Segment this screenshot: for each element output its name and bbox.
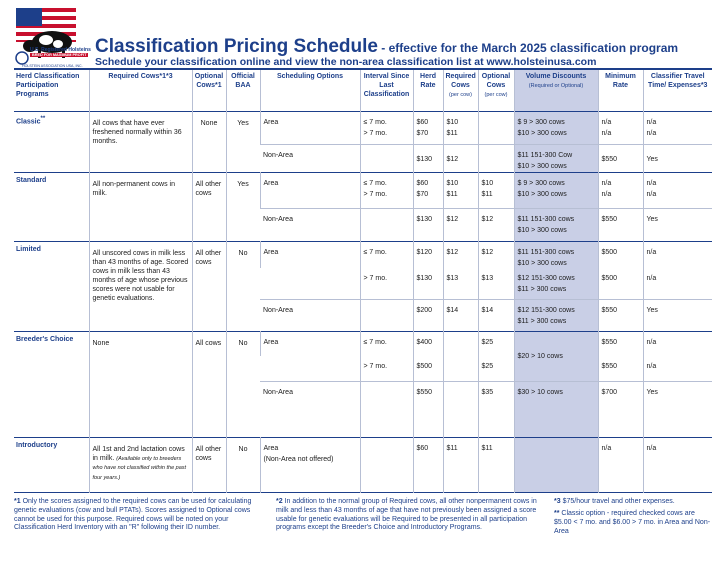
- volume-cell: [514, 332, 598, 382]
- herd-rate-2: $500: [416, 362, 433, 370]
- travel-cell: [643, 300, 712, 332]
- volume-cell: [514, 300, 598, 332]
- herd-rate-cell: [413, 332, 443, 356]
- req-cow-cell: [443, 332, 478, 356]
- herd-rate-cell: [413, 382, 443, 438]
- scheduling-area: [260, 332, 360, 356]
- col-interval: Interval Since Last Classification: [360, 69, 413, 111]
- scheduling-area-label: Area: [263, 248, 279, 256]
- opt-cow-1: $25: [481, 339, 494, 347]
- scheduling-area: [260, 111, 360, 144]
- footnote-2: [276, 498, 546, 533]
- volume-2b: $11 > 300 cows: [517, 285, 567, 293]
- footnote-1-mark: *1: [14, 498, 21, 505]
- interval-1: ≤ 7 mo.: [363, 118, 387, 126]
- min-rate-2: n/a: [601, 129, 612, 137]
- travel-1: n/a: [646, 445, 657, 453]
- travel-cell: [643, 144, 712, 172]
- title-suffix: - effective for the March 2025 classification program: [377, 41, 679, 55]
- travel-2: n/a: [646, 129, 657, 137]
- nonarea-req-cow: $12: [446, 215, 459, 223]
- program-name: Introductory: [16, 442, 58, 450]
- nonarea-min-rate: $550: [601, 215, 618, 223]
- volume-cell: [514, 208, 598, 241]
- min-rate-1: $550: [601, 339, 618, 347]
- logo-text: U.S. Registered Holsteins: [30, 47, 91, 53]
- nonarea-volume: $30 > 10 cows: [517, 389, 563, 397]
- program-limited: [14, 241, 712, 332]
- interval-cell: [360, 356, 413, 382]
- program-name-mark: **: [40, 115, 46, 122]
- nonarea-min-rate: $550: [601, 307, 618, 315]
- footnote-4-text: Classic option - required checked cows are $5.00 < 7 mo. and $6.00 > 7 mo. in Area and Non-Area: [554, 510, 711, 535]
- min-rate-cell: [598, 382, 643, 438]
- opt-cow-cell: [478, 111, 514, 144]
- nonarea-req-cow: $12: [446, 155, 459, 163]
- travel-cell: [643, 382, 712, 438]
- scheduling-area-cont: [260, 356, 360, 382]
- volume-cell: [514, 172, 598, 208]
- req-cow-2: $11: [446, 190, 458, 198]
- nonarea-volume-1: $12 151-300 cows: [517, 307, 575, 315]
- col-baa: Official BAA: [226, 69, 260, 111]
- interval-cell: [360, 300, 413, 332]
- nonarea-herd-rate: $550: [416, 389, 433, 397]
- col-req-cows: [443, 69, 478, 111]
- col-opt-cows-label: Optional Cows: [481, 73, 511, 89]
- nonarea-travel: Yes: [646, 155, 658, 163]
- page-subtitle: Schedule your classification online and view the non-area classification list at www.holsteinusa.com: [95, 56, 597, 68]
- opt-cow-2: $25: [481, 362, 494, 370]
- travel-1: n/a: [646, 118, 657, 126]
- min-rate-cell: [598, 268, 643, 300]
- herd-rate-cell: [413, 111, 443, 144]
- travel-cell: [643, 208, 712, 241]
- min-rate-1: n/a: [601, 118, 612, 126]
- nonarea-volume-1: $11 151-300 Cow: [517, 151, 573, 159]
- travel-cell: [643, 332, 712, 356]
- page-title: [95, 36, 678, 58]
- footnote-2-text: In addition to the normal group of Required cows, all other nonpermanent cows in milk and less than 43 months of age that have not previously been assigned a score usable for genetic evaluations will be Required to be presented in all participation programs except the Breeder's Choice and Introductory Programs.: [276, 498, 537, 532]
- footnote-3-text: $75/hour travel and other expenses.: [562, 498, 675, 505]
- scheduling-nonarea: [260, 382, 360, 438]
- title-main: Classification Pricing Schedule: [95, 36, 378, 57]
- herd-rate-2: $130: [416, 274, 433, 282]
- req-cow-1: $10: [446, 179, 459, 187]
- interval-cell: [360, 241, 413, 268]
- required-cows-text: All 1st and 2nd lactation cows in milk.: [92, 446, 185, 463]
- scheduling-nonarea-label: Non-Area: [263, 151, 293, 159]
- volume-2: $10 > 300 cows: [517, 190, 567, 198]
- herd-rate-1: $400: [416, 339, 433, 347]
- nonarea-herd-rate: $130: [416, 215, 433, 223]
- interval-cell: [360, 332, 413, 356]
- travel-2: n/a: [646, 274, 657, 282]
- travel-2: n/a: [646, 362, 657, 370]
- volume-cell: [514, 382, 598, 438]
- nonarea-travel: Yes: [646, 215, 658, 223]
- req-cow-cell: [443, 356, 478, 382]
- herd-rate-1: $60: [416, 445, 429, 453]
- nonarea-opt-cow: $12: [481, 215, 494, 223]
- req-cow-cell: [443, 111, 478, 144]
- program-introductory: [14, 438, 712, 493]
- interval-2: > 7 mo.: [363, 362, 388, 370]
- nonarea-herd-rate: $200: [416, 307, 433, 315]
- travel-cell: [643, 241, 712, 268]
- min-rate-cell: [598, 111, 643, 144]
- nonarea-volume-2: $10 > 300 cows: [517, 226, 567, 234]
- scheduling-area-note: (Non-Area not offered): [263, 456, 334, 464]
- footnote-4-mark: **: [554, 510, 560, 517]
- official-baa: Yes: [226, 111, 260, 172]
- col-opt-cows-sub: (per cow): [484, 91, 508, 98]
- min-rate-1: n/a: [601, 445, 612, 453]
- flag-cow-icon: [8, 6, 88, 72]
- scheduling-nonarea-label: Non-Area: [263, 389, 293, 397]
- col-min-rate: Minimum Rate: [598, 69, 643, 111]
- nonarea-travel: Yes: [646, 389, 658, 397]
- min-rate-1: $500: [601, 248, 618, 256]
- footnote-3: [554, 498, 714, 507]
- req-cow-1: $12: [446, 248, 459, 256]
- req-cow-cell: [443, 172, 478, 208]
- interval-cell: [360, 111, 413, 144]
- req-cow-cell: [443, 382, 478, 438]
- nonarea-opt-cow: $35: [481, 389, 494, 397]
- volume-2a: $12 151-300 cows: [517, 274, 575, 282]
- official-baa: No: [226, 332, 260, 438]
- volume-cell: [514, 144, 598, 172]
- nonarea-req-cow: $14: [446, 307, 459, 315]
- travel-2: n/a: [646, 190, 657, 198]
- opt-cow-1: $10: [481, 179, 494, 187]
- herd-rate-cell: [413, 356, 443, 382]
- program-name: Standard: [16, 176, 47, 184]
- footnote-3-mark: *3: [554, 498, 561, 505]
- required-cows: [89, 438, 192, 493]
- interval-cell: [360, 144, 413, 172]
- interval-2: > 7 mo.: [363, 129, 388, 137]
- col-volume-sub: (Required or Optional): [528, 82, 584, 89]
- travel-cell: [643, 111, 712, 144]
- program-standard: [14, 172, 712, 241]
- req-cow-2: $13: [446, 274, 459, 282]
- opt-cow-1: $11: [481, 445, 493, 453]
- min-rate-cell: [598, 332, 643, 356]
- min-rate-2: $550: [601, 362, 618, 370]
- optional-cows: All other cows: [192, 438, 226, 493]
- req-cow-2: $11: [446, 129, 458, 137]
- nonarea-opt-cow: $14: [481, 307, 494, 315]
- herd-rate-cell: [413, 268, 443, 300]
- official-baa: No: [226, 241, 260, 332]
- min-rate-cell: [598, 172, 643, 208]
- req-cow-1: $11: [446, 445, 458, 453]
- program-name: [14, 111, 89, 172]
- official-baa: No: [226, 438, 260, 493]
- required-cows: All unscored cows in milk less than 43 months of age. Scored cows in milk less than 43 months of age whose previous scores were not usable for genetic evaluations.: [89, 241, 192, 332]
- req-cow-cell: [443, 144, 478, 172]
- min-rate-cell: [598, 300, 643, 332]
- min-rate-2: n/a: [601, 190, 612, 198]
- nonarea-min-rate: $700: [601, 389, 618, 397]
- volume-cell: [514, 438, 598, 493]
- col-volume: [514, 69, 598, 111]
- nonarea-volume-2: $11 > 300 cows: [517, 318, 567, 326]
- min-rate-cell: [598, 208, 643, 241]
- holstein-logo: [8, 6, 91, 72]
- col-program: Herd Classification Participation Programs: [16, 73, 80, 98]
- required-cows: None: [89, 332, 192, 438]
- footnote-4: [554, 510, 714, 536]
- scheduling-area-cont: [260, 268, 360, 300]
- min-rate-cell: [598, 438, 643, 493]
- optional-cows: All cows: [192, 332, 226, 438]
- scheduling-area: [260, 438, 360, 493]
- col-travel: Classifier Travel Time/ Expenses*3: [643, 69, 712, 111]
- scheduling-area-label: Area: [263, 179, 279, 187]
- req-cow-cell: [443, 208, 478, 241]
- required-cows: All non-permanent cows in milk.: [89, 172, 192, 241]
- table-header: [14, 69, 712, 111]
- scheduling-nonarea: [260, 144, 360, 172]
- col-opt-cows: [478, 69, 514, 111]
- nonarea-herd-rate: $130: [416, 155, 433, 163]
- pricing-table: [14, 68, 712, 493]
- scheduling-nonarea-label: Non-Area: [263, 215, 293, 223]
- herd-rate-cell: [413, 438, 443, 493]
- volume-cell: [514, 111, 598, 144]
- opt-cow-1: $12: [481, 248, 494, 256]
- col-herd-rate: Herd Rate: [413, 69, 443, 111]
- opt-cow-cell: [478, 332, 514, 356]
- travel-cell: [643, 356, 712, 382]
- official-baa: Yes: [226, 172, 260, 241]
- volume-cell: [514, 268, 598, 300]
- min-rate-cell: [598, 144, 643, 172]
- scheduling-area-label: Area: [263, 118, 279, 126]
- scheduling-area: [260, 241, 360, 268]
- col-req-cows-label: Required Cows: [445, 73, 476, 89]
- herd-rate-2: $70: [416, 190, 429, 198]
- interval-cell: [360, 382, 413, 438]
- min-rate-2: $500: [601, 274, 618, 282]
- nonarea-volume-1: $11 151-300 cows: [517, 215, 575, 223]
- opt-cow-cell: [478, 144, 514, 172]
- optional-cows: All other cows: [192, 172, 226, 241]
- nonarea-travel: Yes: [646, 307, 658, 315]
- scheduling-nonarea: [260, 300, 360, 332]
- optional-cows: None: [192, 111, 226, 172]
- logo-org: HOLSTEIN ASSOCIATION USA, INC.: [22, 64, 83, 68]
- scheduling-nonarea: [260, 208, 360, 241]
- interval-2: > 7 mo.: [363, 190, 388, 198]
- opt-cow-cell: [478, 300, 514, 332]
- req-cow-cell: [443, 241, 478, 268]
- travel-1: n/a: [646, 248, 657, 256]
- interval-cell: [360, 268, 413, 300]
- optional-cows: All other cows: [192, 241, 226, 332]
- travel-1: n/a: [646, 339, 657, 347]
- col-required: Required Cows*1*3: [89, 69, 192, 111]
- volume-cell: [514, 241, 598, 268]
- opt-cow-cell: [478, 382, 514, 438]
- program-name: Limited: [16, 245, 41, 253]
- opt-cow-cell: [478, 438, 514, 493]
- interval-1: ≤ 7 mo.: [363, 248, 387, 256]
- travel-cell: [643, 438, 712, 493]
- herd-rate-cell: [413, 300, 443, 332]
- nonarea-min-rate: $550: [601, 155, 618, 163]
- min-rate-cell: [598, 356, 643, 382]
- logo-tagline: BRED FOR MAXIMUM PROFIT: [32, 53, 87, 57]
- program-name: Breeder's Choice: [16, 336, 74, 344]
- footnote-1: [14, 498, 270, 533]
- volume-1: $ 9 > 300 cows: [517, 118, 565, 126]
- herd-rate-cell: [413, 144, 443, 172]
- required-cows: All cows that have ever freshened normally within 36 months.: [89, 111, 192, 172]
- opt-cow-2: $11: [481, 190, 493, 198]
- required-cows-note: (Available only to breeders who have not classified within the past four years.): [92, 456, 187, 481]
- col-volume-label: Volume Discounts: [525, 73, 587, 80]
- program-name-label: Classic: [16, 117, 41, 125]
- req-cow-1: $10: [446, 118, 459, 126]
- herd-rate-1: $60: [416, 179, 429, 187]
- interval-cell: [360, 438, 413, 493]
- footnote-1-text: Only the scores assigned to the required cows can be used for calculating genetic evaluations (cow and bull PTATs). Scores assigned to Optional cows cannot be used for this purpose. Required cows will be noted on your Classification Herd Inventory with an "R" following their ID number.: [14, 498, 252, 532]
- interval-cell: [360, 172, 413, 208]
- min-rate-cell: [598, 241, 643, 268]
- opt-cow-cell: [478, 356, 514, 382]
- volume-1: $ 9 > 300 cows: [517, 179, 565, 187]
- program-classic: [14, 111, 712, 172]
- volume-1a: $11 151-300 cows: [517, 248, 575, 256]
- volume-1b: $10 > 300 cows: [517, 259, 567, 267]
- scheduling-area-label: Area: [263, 339, 279, 347]
- herd-rate-1: $120: [416, 248, 433, 256]
- interval-cell: [360, 208, 413, 241]
- scheduling-area: [260, 172, 360, 208]
- volume-1: $20 > 10 cows: [517, 353, 563, 361]
- travel-cell: [643, 172, 712, 208]
- req-cow-cell: [443, 300, 478, 332]
- interval-1: ≤ 7 mo.: [363, 179, 387, 187]
- opt-cow-cell: [478, 241, 514, 268]
- nonarea-volume-2: $10 > 300 cows: [517, 162, 567, 170]
- req-cow-cell: [443, 268, 478, 300]
- opt-cow-cell: [478, 172, 514, 208]
- interval-2: > 7 mo.: [363, 274, 388, 282]
- footnote-2-mark: *2: [276, 498, 283, 505]
- travel-cell: [643, 268, 712, 300]
- herd-rate-cell: [413, 208, 443, 241]
- min-rate-1: n/a: [601, 179, 612, 187]
- volume-2: $10 > 300 cows: [517, 129, 567, 137]
- interval-1: ≤ 7 mo.: [363, 339, 387, 347]
- herd-rate-1: $60: [416, 118, 429, 126]
- opt-cow-cell: [478, 268, 514, 300]
- travel-1: n/a: [646, 179, 657, 187]
- scheduling-nonarea-label: Non-Area: [263, 307, 293, 315]
- col-req-cows-sub: (per cow): [449, 91, 472, 98]
- program-breeders-choice: [14, 332, 712, 438]
- herd-rate-cell: [413, 172, 443, 208]
- herd-rate-2: $70: [416, 129, 429, 137]
- opt-cow-cell: [478, 208, 514, 241]
- opt-cow-2: $13: [481, 274, 494, 282]
- req-cow-cell: [443, 438, 478, 493]
- herd-rate-cell: [413, 241, 443, 268]
- col-optional: Optional Cows*1: [192, 69, 226, 111]
- col-scheduling: Scheduling Options: [260, 69, 360, 111]
- scheduling-area-label: Area: [263, 445, 279, 453]
